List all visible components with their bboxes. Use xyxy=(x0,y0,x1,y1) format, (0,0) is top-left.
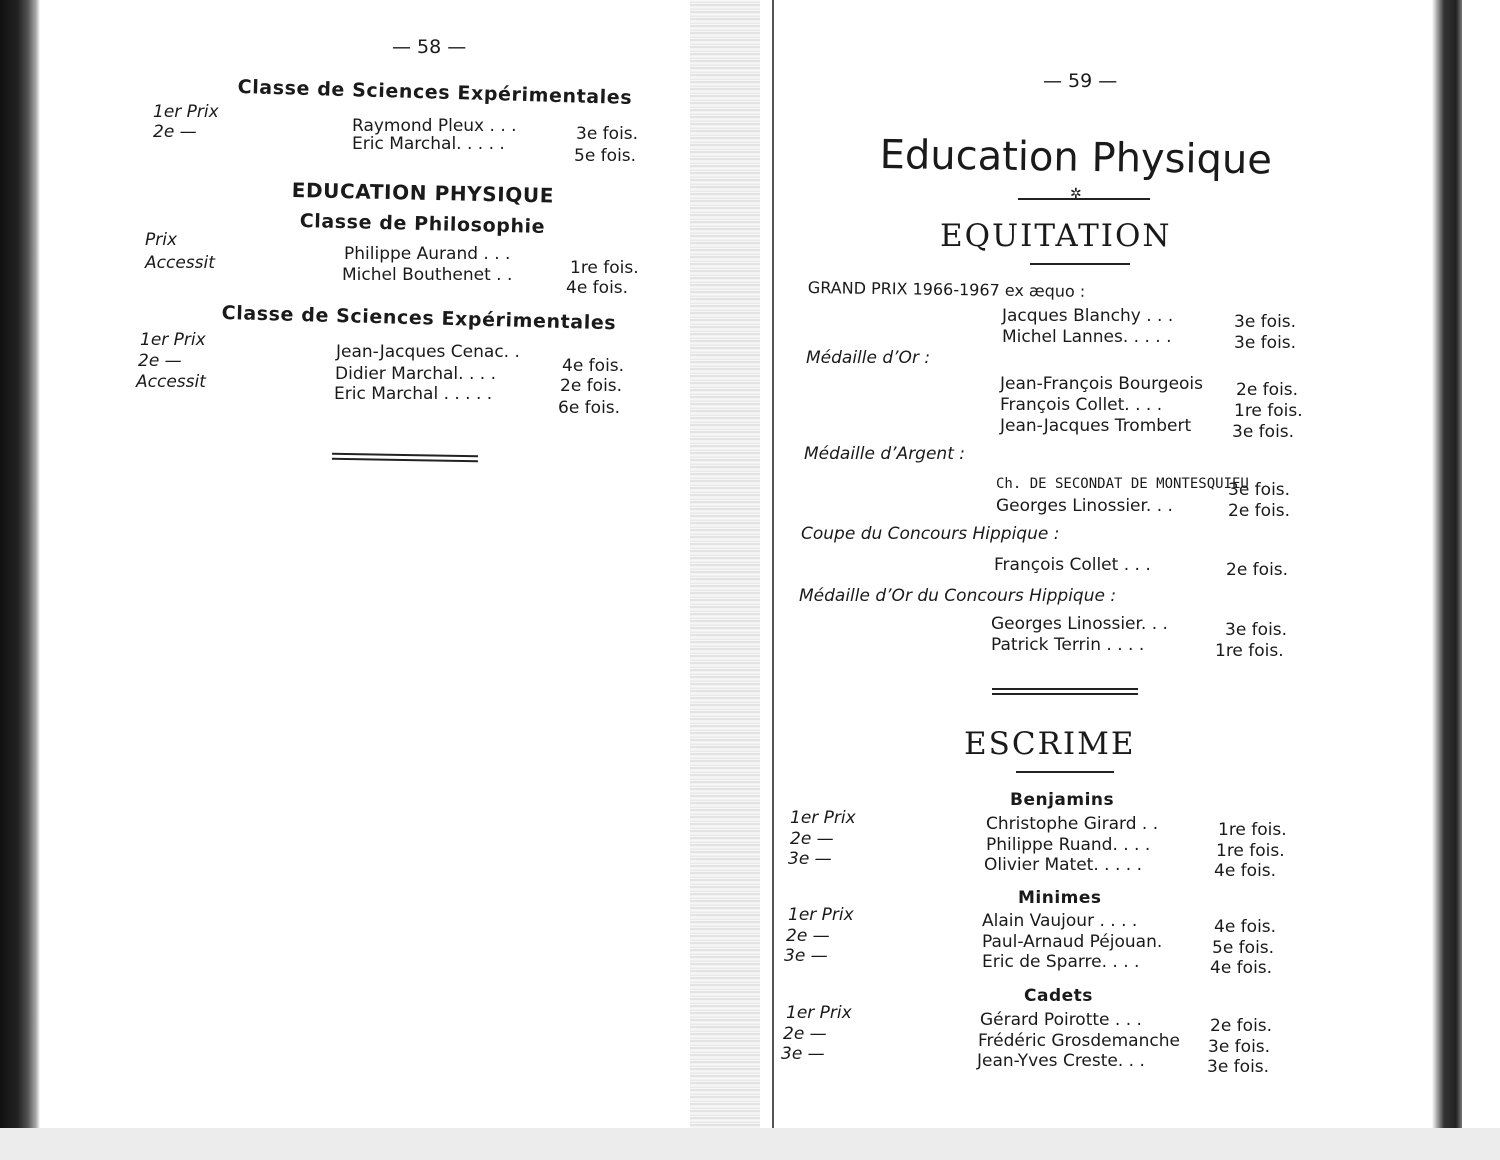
heading-underline xyxy=(1030,263,1130,265)
entry-times: 1re fois. xyxy=(1234,401,1303,421)
education-physique-heading: EDUCATION PHYSIQUE xyxy=(291,178,555,208)
entry-name: Frédéric Grosdemanche xyxy=(978,1031,1180,1051)
prize-label: 1er Prix xyxy=(788,905,854,925)
entry-name: Philippe Ruand. . . . xyxy=(986,835,1151,855)
prize-label: 2e — xyxy=(786,926,830,946)
scan-gutter-line xyxy=(772,0,774,1130)
entry-times: 3e fois. xyxy=(1234,333,1297,353)
entry-times: 5e fois. xyxy=(1212,938,1275,958)
escrime-heading: ESCRIME xyxy=(964,726,1136,762)
entry-times: 4e fois. xyxy=(1214,917,1277,937)
entry-name: Olivier Matet. . . . . xyxy=(984,855,1142,875)
entry-times: 3e fois. xyxy=(1234,312,1297,332)
entry-name: Georges Linossier. . . xyxy=(996,496,1173,516)
entry-times: 6e fois. xyxy=(558,398,621,418)
prize-label: 3e — xyxy=(784,946,828,966)
prize-label: Accessit xyxy=(145,253,215,273)
entry-name: Raymond Pleux . . . xyxy=(352,116,517,136)
entry-name: Eric Marchal . . . . . xyxy=(334,384,493,404)
entry-name: Gérard Poirotte . . . xyxy=(980,1010,1142,1030)
entry-times: 3e fois. xyxy=(1228,480,1291,500)
entry-name: Georges Linossier. . . xyxy=(991,614,1168,634)
entry-times: 2e fois. xyxy=(1210,1016,1273,1036)
entry-times: 4e fois. xyxy=(562,356,625,376)
entry-times: 1re fois. xyxy=(1216,841,1285,861)
entry-name: François Collet. . . . xyxy=(1000,395,1163,415)
entry-times: 2e fois. xyxy=(1236,380,1299,400)
entry-name: Patrick Terrin . . . . xyxy=(991,635,1145,655)
entry-name: Paul-Arnaud Péjouan. xyxy=(982,932,1163,952)
prize-label: 2e — xyxy=(790,829,834,849)
entry-times: 4e fois. xyxy=(1214,861,1277,881)
scan-right-edge xyxy=(1432,0,1462,1130)
medaille-or-label: Médaille d’Or : xyxy=(806,348,931,368)
entry-times: 3e fois. xyxy=(1232,422,1295,442)
entry-times: 1re fois. xyxy=(1215,641,1284,661)
entry-name: Jean-Jacques Trombert xyxy=(1000,416,1192,436)
entry-times: 2e fois. xyxy=(560,376,623,396)
coupe-label: Coupe du Concours Hippique : xyxy=(801,524,1060,544)
scan-gutter-shadow xyxy=(690,0,760,1130)
prize-label: 1er Prix xyxy=(786,1003,852,1023)
entry-times: 3e fois. xyxy=(1208,1037,1271,1057)
entry-times: 2e fois. xyxy=(1228,501,1291,521)
entry-name: Alain Vaujour . . . . xyxy=(982,911,1138,931)
entry-name: Philippe Aurand . . . xyxy=(344,244,511,264)
scan-bottom-band xyxy=(0,1128,1500,1160)
equitation-heading: EQUITATION xyxy=(940,218,1172,254)
prize-label: 1er Prix xyxy=(140,330,206,350)
entry-name: François Collet . . . xyxy=(994,555,1151,575)
prize-label: 2e — xyxy=(153,122,197,142)
grand-prix-label: GRAND PRIX 1966-1967 ex æquo : xyxy=(807,278,1086,301)
entry-name: Jean-Yves Creste. . . xyxy=(977,1051,1145,1071)
medaille-or-concours-label: Médaille d’Or du Concours Hippique : xyxy=(799,586,1117,606)
entry-name: Eric de Sparre. . . . xyxy=(982,952,1140,972)
entry-name: Jacques Blanchy . . . xyxy=(1002,306,1174,326)
page-number-58: — 58 — xyxy=(392,36,467,58)
entry-name: Didier Marchal. . . . xyxy=(335,364,496,384)
entry-times: 3e fois. xyxy=(1225,620,1288,640)
category-cadets: Cadets xyxy=(1024,986,1093,1006)
section-heading-sciences-1: Classe de Sciences Expérimentales xyxy=(237,76,633,110)
prize-label: Accessit xyxy=(136,372,206,392)
section-divider xyxy=(992,688,1138,695)
category-benjamins: Benjamins xyxy=(1010,790,1115,810)
entry-times: 4e fois. xyxy=(566,278,629,298)
prize-label: 2e — xyxy=(138,351,182,371)
entry-name: Michel Bouthenet . . xyxy=(342,265,513,285)
section-heading-sciences-2: Classe de Sciences Expérimentales xyxy=(221,302,617,335)
entry-name: Ch. DE SECONDAT DE MONTESQUIEU xyxy=(996,476,1249,492)
entry-name: Jean-François Bourgeois xyxy=(1000,374,1204,394)
prize-label: 2e — xyxy=(783,1024,827,1044)
category-minimes: Minimes xyxy=(1018,888,1102,908)
title-ornament-rule xyxy=(1018,198,1150,200)
page-title: Education Physique xyxy=(879,132,1273,184)
page-number-59: — 59 — xyxy=(1043,70,1118,92)
entry-times: 1re fois. xyxy=(570,258,639,278)
section-heading-philosophie: Classe de Philosophie xyxy=(299,210,546,238)
medaille-argent-label: Médaille d’Argent : xyxy=(804,444,966,464)
prize-label: 3e — xyxy=(788,849,832,869)
heading-underline xyxy=(1016,771,1114,773)
entry-times: 4e fois. xyxy=(1210,958,1273,978)
entry-name: Christophe Girard . . xyxy=(986,814,1159,834)
entry-name: Michel Lannes. . . . . xyxy=(1002,327,1172,347)
ornament-icon: ✲ xyxy=(1070,186,1082,202)
entry-times: 2e fois. xyxy=(1226,560,1289,580)
entry-name: Jean-Jacques Cenac. . xyxy=(336,342,520,362)
prize-label: 1er Prix xyxy=(790,808,856,828)
entry-times: 1re fois. xyxy=(1218,820,1287,840)
prize-label: 3e — xyxy=(781,1044,825,1064)
entry-times: 5e fois. xyxy=(574,146,637,166)
prize-label: 1er Prix xyxy=(153,102,219,122)
entry-name: Eric Marchal. . . . . xyxy=(352,134,505,154)
entry-times: 3e fois. xyxy=(1207,1057,1270,1077)
section-divider xyxy=(332,453,478,463)
entry-times: 3e fois. xyxy=(576,124,639,144)
prize-label: Prix xyxy=(145,230,178,250)
scan-left-edge xyxy=(0,0,40,1130)
